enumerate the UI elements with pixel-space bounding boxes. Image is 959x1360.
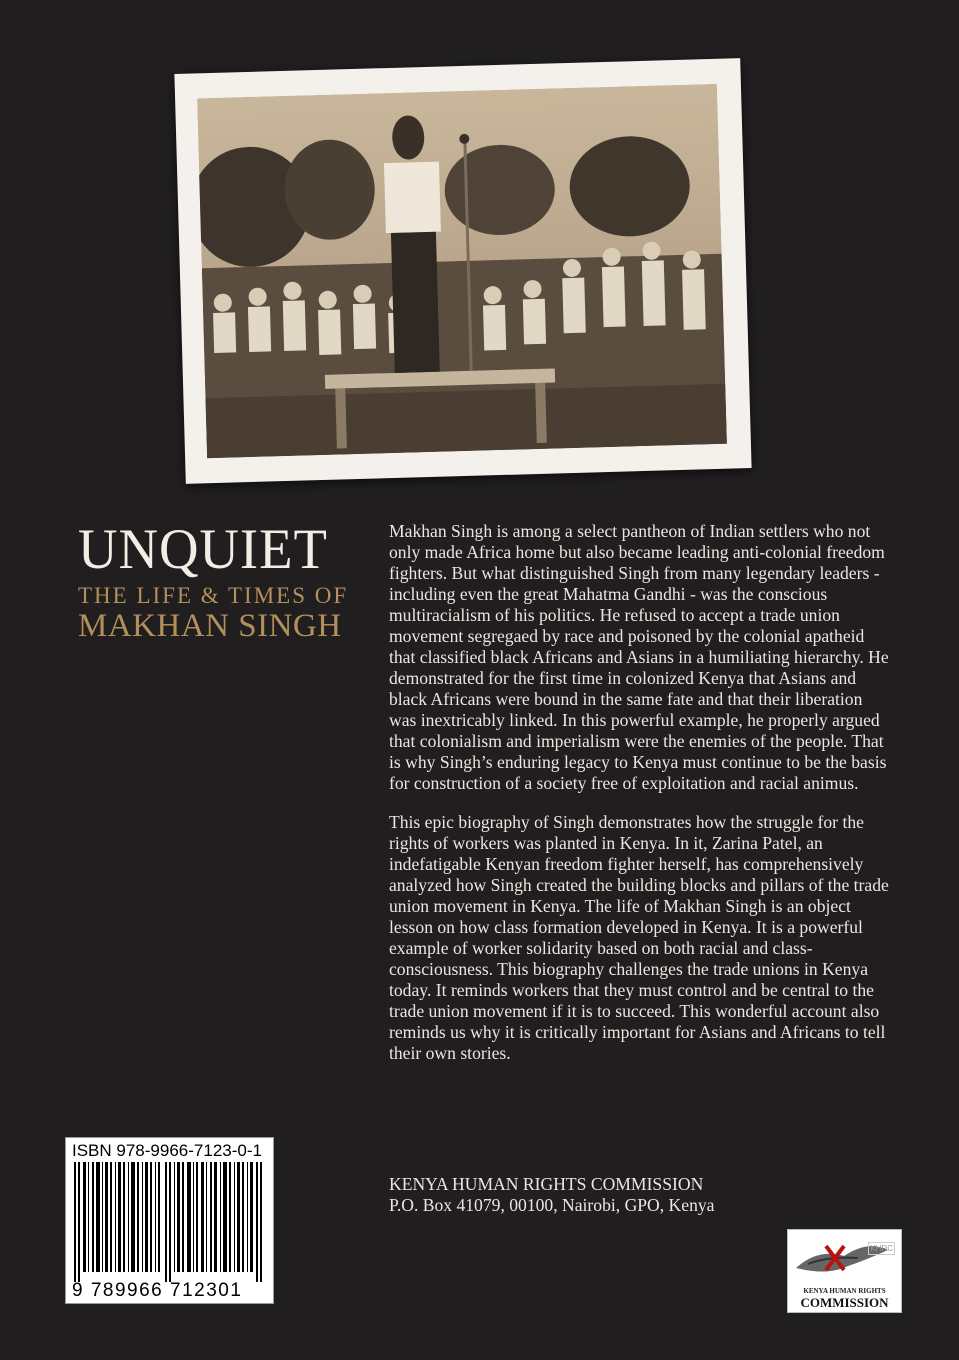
photo-frame [174, 58, 751, 484]
title-block [78, 520, 368, 643]
khrc-logo-icon [788, 1230, 901, 1286]
book-title: UNQUIET [78, 518, 328, 581]
speaker-rally-photo-icon [197, 84, 727, 458]
book-subtitle: THE LIFE & TIMES OF [78, 583, 349, 608]
khrc-badge: KHRC [870, 1244, 893, 1253]
blurb-paragraph-2: This epic biography of Singh demonstrates how the struggle for the rights of workers was planted in Kenya. In it, Zarina Patel, an indefatigable Kenyan freedom fighter herself, has comprehensively analyzed how Singh created the building blocks and pillars of the trade union movement in Kenya. The life of Makhan Singh is an object lesson on how class formation developed in Kenya. It is a powerful example of worker solidarity based on both racial and class-consciousness. This biography challenges the trade unions in Kenya today. It reminds workers that they must control and be central to the trade union movement if it is to succeed. This wonderful account also reminds us why it is critically important for Asians and Africans to tell their own stories. [389, 812, 889, 1063]
isbn-label: ISBN 978-9966-7123-0-1 [72, 1141, 262, 1160]
blurb-paragraph-1: Makhan Singh is among a select pantheon of Indian settlers who not only made Africa home but also became leading anti-colonial freedom fighters. But what distinguished Singh from many legendary leaders - including even the great Mahatma Gandhi - was the conscious multiracialism of his politics. He refused to accept a trade union movement segregaed by race and poisoned by the colonial apatheid that classified black Africans and Asians in a humiliating hierarchy. He demonstrated for the first time in colonized Kenya that Asians and black Africans were bound in the same fate and that their liberation was inextricably linked. In this powerful example, he properly argued that colonialism and imperialism were the enemies of the people. That is why Singh’s enduring legacy to Kenya must continue to be the basis for construction of a society free of exploitation and racial animus. [389, 521, 889, 793]
logo-commission: COMMISSION [800, 1295, 889, 1310]
publisher-address: P.O. Box 41079, 00100, Nairobi, GPO, Kenya [389, 1195, 715, 1215]
barcode-digits: 9 789966 712301 [72, 1280, 243, 1301]
publisher-name: KENYA HUMAN RIGHTS COMMISSION [389, 1174, 704, 1194]
isbn-barcode [65, 1137, 274, 1304]
barcode-icon [70, 1162, 268, 1282]
logo-org-name: KENYA HUMAN RIGHTS [803, 1287, 886, 1295]
khrc-logo [787, 1229, 902, 1313]
book-subject-name: MAKHAN SINGH [78, 608, 342, 644]
back-cover-blurb [389, 521, 894, 1082]
publisher-block [389, 1174, 714, 1216]
